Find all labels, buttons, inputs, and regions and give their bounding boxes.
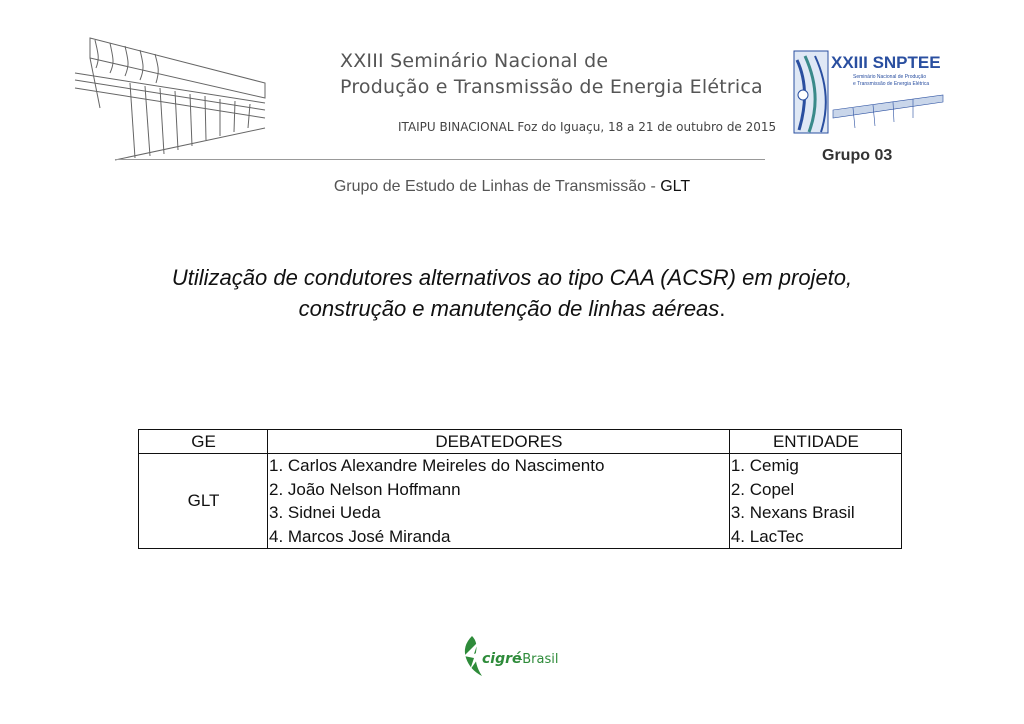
header-entity: ENTIDADE	[729, 430, 901, 454]
logo-small-2: e Transmissão de Energia Elétrica	[853, 81, 930, 87]
debaters-table	[138, 429, 902, 549]
table-header-row	[139, 430, 902, 454]
dam-illustration	[70, 28, 270, 163]
cell-entities	[729, 454, 901, 549]
paper-title-line1: Utilização de condutores alternativos ao tipo CAA (ACSR) em projeto,	[171, 265, 853, 290]
table-row	[139, 454, 902, 549]
debater-item: 1. Carlos Alexandre Meireles do Nascimento	[269, 456, 605, 475]
debater-item: 2. João Nelson Hoffmann	[269, 479, 461, 499]
group-label: Grupo 03	[822, 147, 893, 164]
header-divider	[115, 159, 765, 160]
logo-text: XXIII SNPTEE	[831, 53, 941, 72]
seminar-title	[340, 48, 770, 100]
header-debaters: DEBATEDORES	[268, 430, 730, 454]
paper-title-line2-wrap	[0, 293, 1024, 324]
entity-item: 3. Nexans Brasil	[730, 503, 855, 522]
seminar-subtitle: ITAIPU BINACIONAL Foz do Iguaçu, 18 a 21 de outubro de 2015	[398, 120, 777, 134]
header-ge: GE	[139, 430, 268, 454]
cell-debaters	[268, 454, 730, 549]
paper-title-period: .	[719, 296, 726, 321]
entity-item: 4. LacTec	[730, 526, 804, 546]
cell-ge: GLT	[139, 454, 268, 549]
study-group	[0, 178, 1024, 196]
seminar-title-line1: XXIII Seminário Nacional de	[340, 50, 609, 72]
brasil-text: -Brasil	[518, 652, 559, 667]
study-group-code: GLT	[660, 178, 691, 195]
snptee-logo	[793, 50, 963, 136]
debater-item: 4. Marcos José Miranda	[269, 526, 451, 546]
paper-title-line2: construção e manutenção de linhas aéreas	[298, 296, 720, 321]
logo-small-1: Seminário Nacional de Produção	[853, 74, 927, 80]
study-group-name: Grupo de Estudo de Linhas de Transmissão -	[333, 178, 661, 195]
debater-item: 3. Sidnei Ueda	[269, 503, 381, 522]
seminar-title-line2: Produção e Transmissão de Energia Elétrica	[340, 76, 763, 98]
paper-title	[0, 262, 1024, 324]
cigre-text: cigré	[482, 651, 522, 667]
entity-item: 1. Cemig	[730, 456, 799, 475]
cigre-brasil-logo	[460, 632, 570, 680]
entity-item: 2. Copel	[730, 479, 795, 499]
